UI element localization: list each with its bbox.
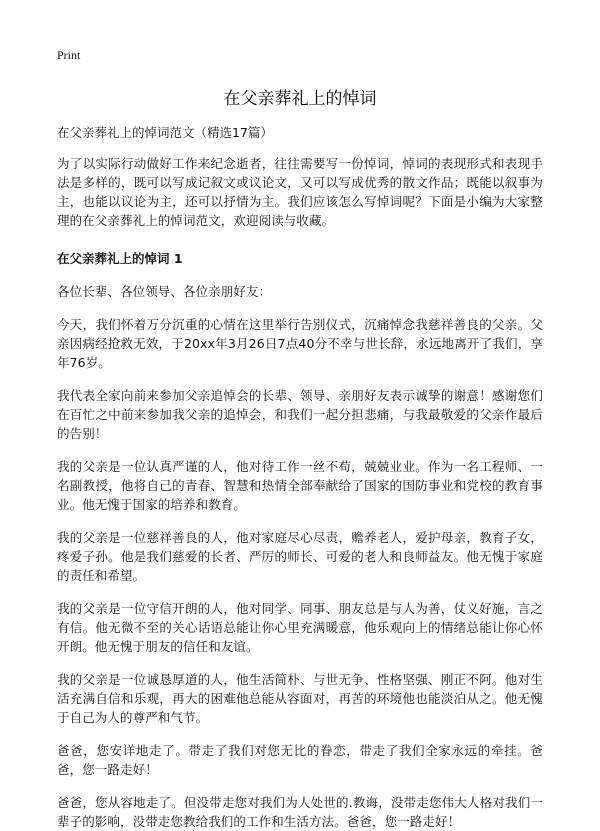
paragraph: 我的父亲是一位诚恳厚道的人，他生活简朴、与世无争、性格坚强、刚正不阿。他对生活充满自信和乐观，再大的困难他总能从容面对，再苦的环境他也能淡泊从之。他无愧于自己为人的尊严和气节。	[57, 672, 543, 725]
subtitle: 在父亲葬礼上的悼词范文（精选17篇）	[57, 125, 273, 140]
paragraph: 爸爸，您从容地走了。但没带走您对我们为人处世的.教诲，没带走您伟大人格对我们一辈子的影响，没带走您教给我们的工作和生活方法。爸爸，您一路走好！	[57, 795, 543, 829]
paragraph: 今天，我们怀着万分沉重的心情在这里举行告别仪式，沉痛悼念我慈祥善良的父亲。父亲因病经抢救无效，于20xx年3月26日7点40分不幸与世长辞，永远地离开了我们，享年76岁。	[57, 317, 543, 370]
paragraph: 我代表全家向前来参加父亲追悼会的长辈、领导、亲朋好友表示诚挚的谢意！感谢您们在百忙之中前来参加我父亲的追悼会，和我们一起分担悲痛，与我最敬爱的父亲作最后的告别！	[57, 388, 543, 441]
print-link[interactable]: Print	[57, 48, 81, 62]
article-content	[57, 154, 543, 831]
section-heading: 在父亲葬礼上的悼词 1	[57, 251, 183, 266]
paragraph: 爸爸，您安详地走了。带走了我们对您无比的眷恋，带走了我们全家永远的牵挂。爸爸，您一路走好！	[57, 743, 543, 777]
paragraph: 我的父亲是一位慈祥善良的人，他对家庭尽心尽责，赡养老人，爱护母亲，教育子女，疼爱子孙。他是我们慈爱的长者、严厉的师长、可爱的老人和良师益友。他无愧于家庭的责任和希望。	[57, 530, 543, 583]
intro-paragraph: 为了以实际行动做好工作来纪念逝者，往往需要写一份悼词，悼词的表现形式和表现手法是多样的，既可以写成记叙文或议论文，又可以写成优秀的散文作品；既能以叙事为主，也能以议论为主，还可以抒情为主。我们应该怎么写悼词呢？下面是小编为大家整理的在父亲葬礼上的悼词范文，欢迎阅读与收藏。	[57, 156, 543, 228]
paragraph: 我的父亲是一位认真严谨的人，他对待工作一丝不苟，兢兢业业。作为一名工程师、一名副教授，他将自己的青春、智慧和热情全部奉献给了国家的国防事业和党校的教育事业。他无愧于国家的培养和教育。	[57, 459, 543, 512]
paragraph: 我的父亲是一位守信开朗的人，他对同学、同事、朋友总是与人为善，仗义好施，言之有信。他无微不至的关心话语总能让你心里充满暖意，他乐观向上的情绪总能让你心怀开朗。他无愧于朋友的信任和友谊。	[57, 601, 543, 654]
paragraph-salutation: 各位长辈、各位领导、各位亲朋好友：	[57, 284, 272, 299]
page-title: 在父亲葬礼上的悼词	[223, 89, 377, 109]
